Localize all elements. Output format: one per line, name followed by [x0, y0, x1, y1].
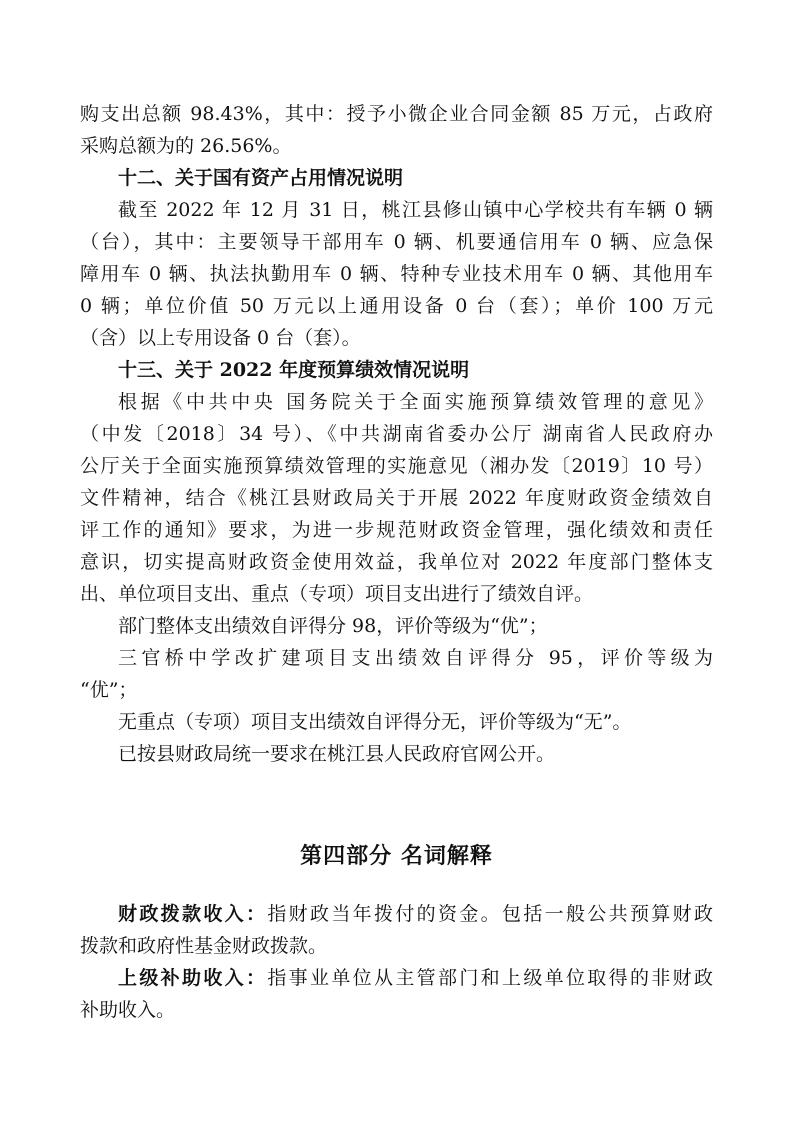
paragraph-line: （台），其中：主要领导干部用车 0 辆、机要通信用车 0 辆、应急保	[80, 231, 713, 253]
paragraph-line: 已按县财政局统一要求在桃江县人民政府官网公开。	[118, 743, 556, 765]
term-definition-line	[118, 899, 713, 929]
term-definition-line: 拨款和政府性基金财政拨款。	[80, 935, 328, 957]
paragraph-line: 意识，切实提高财政资金使用效益，我单位对 2022 年度部门整体支	[80, 551, 713, 573]
term-definition-line	[118, 963, 713, 993]
paragraph-line: （中发〔2018〕34 号）、《中共湖南省委办公厅 湖南省人民政府办	[80, 423, 713, 445]
term-label: 财政拨款收入：	[118, 903, 268, 925]
section-heading-13: 十三、关于 2022 年度预算绩效情况说明	[118, 359, 470, 381]
term-text: 指事业单位从主管部门和上级单位取得的非财政	[267, 967, 713, 989]
paragraph-line: 0 辆；单位价值 50 万元以上通用设备 0 台（套）；单价 100 万元	[80, 295, 713, 317]
term-label: 上级补助收入：	[118, 967, 268, 989]
paragraph-line: 购支出总额 98.43%，其中：授予小微企业合同金额 85 万元，占政府	[80, 103, 713, 125]
paragraph-line: 截至 2022 年 12 月 31 日，桃江县修山镇中心学校共有车辆 0 辆	[118, 199, 713, 221]
paragraph-line: 采购总额为的 26.56%。	[80, 135, 292, 157]
term-text: 指财政当年拨付的资金。包括一般公共预算财政	[267, 903, 713, 925]
paragraph-line: 无重点（专项）项目支出绩效自评得分无，评价等级为“无”。	[118, 711, 632, 733]
paragraph-line: 根据《中共中央 国务院关于全面实施预算绩效管理的意见》	[118, 391, 713, 413]
paragraph-line: 部门整体支出绩效自评得分 98，评价等级为“优”；	[118, 615, 548, 637]
paragraph-line: 障用车 0 辆、执法执勤用车 0 辆、特种专业技术用车 0 辆、其他用车	[80, 263, 713, 285]
paragraph-line: （含）以上专用设备 0 台（套）。	[80, 327, 361, 349]
paragraph-line: 公厅关于全面实施预算绩效管理的实施意见（湘办发〔2019〕10 号）	[80, 455, 713, 477]
section-heading-12: 十二、关于国有资产占用情况说明	[118, 167, 404, 189]
paragraph-line: 出、单位项目支出、重点（专项）项目支出进行了绩效自评。	[80, 583, 594, 605]
part-four-title: 第四部分 名词解释	[300, 843, 493, 869]
paragraph-line: 文件精神，结合《桃江县财政局关于开展 2022 年度财政资金绩效自	[80, 487, 713, 509]
paragraph-line: “优”；	[80, 679, 138, 701]
paragraph-line: 三官桥中学改扩建项目支出绩效自评得分 95，评价等级为	[118, 647, 713, 669]
paragraph-line: 评工作的通知》要求，为进一步规范财政资金管理，强化绩效和责任	[80, 519, 713, 541]
term-definition-line: 补助收入。	[80, 999, 176, 1021]
